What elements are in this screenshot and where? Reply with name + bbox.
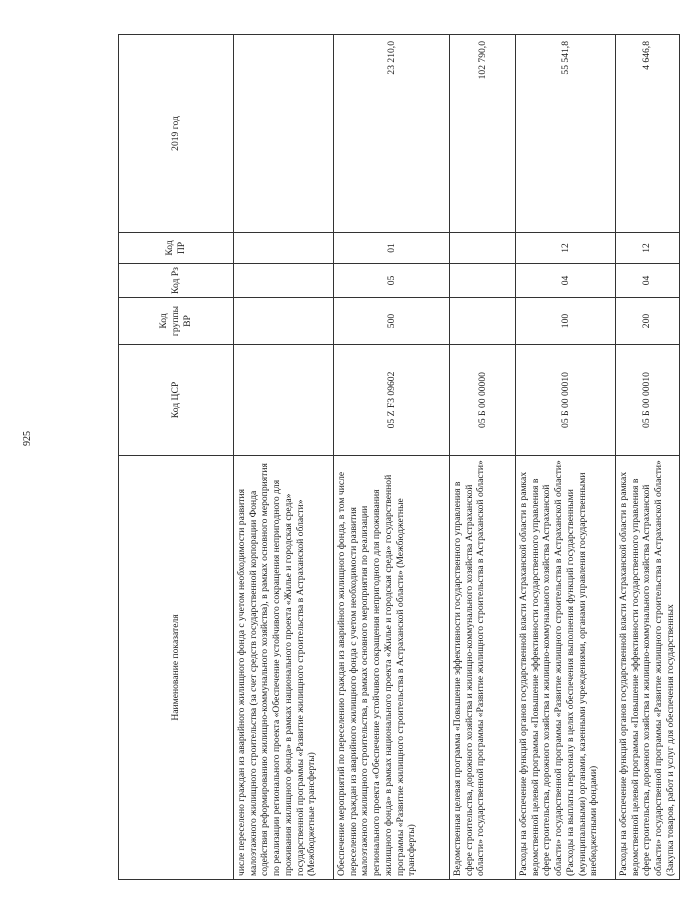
row-csr bbox=[234, 345, 334, 456]
table-row bbox=[334, 35, 450, 880]
budget-table-container bbox=[118, 35, 676, 880]
row-vr bbox=[450, 298, 516, 345]
row-value bbox=[234, 35, 334, 233]
row-pr: 01 bbox=[334, 233, 450, 264]
row-csr: 05 Б 00 00010 bbox=[516, 345, 616, 456]
header-vr: Код группы ВР bbox=[119, 298, 234, 345]
table-row bbox=[616, 35, 680, 880]
table-row bbox=[234, 35, 334, 880]
header-year: 2019 год bbox=[119, 35, 234, 233]
row-vr: 200 bbox=[616, 298, 680, 345]
row-name: Расходы на обеспечение функций органов государственной власти Астраханской области в рамках ведомственной целевой программы «Повышение эффективности государственного управления в сфере строительства, дорожного хозяйства и жилищно-коммунального хозяйства Астраханской области» государственной программы «Развитие жилищного строительства в Астраханской области» (Закупка товаров, работ и услуг для обеспечения государственных bbox=[616, 456, 680, 880]
row-name: Обеспечение мероприятий по переселению граждан из аварийного жилищного фонда, в том числе переселению граждан из аварийного жилищного фонда с учетом необходимости развития малоэтажного жилищного строительства, в рамках основного мероприятия по реализации регионального проекта «Обеспечение устойчивого сокращения непригодного для проживания жилищного фонда» в рамках национального проекта «Жилье и городская среда» государственной программы «Развитие жилищного строительства в Астраханской области» (Межбюджетные трансферты) bbox=[334, 456, 450, 880]
row-rz bbox=[234, 264, 334, 298]
row-csr: 05 Z F3 09602 bbox=[334, 345, 450, 456]
row-rz bbox=[450, 264, 516, 298]
header-rz: Код Рз bbox=[119, 264, 234, 298]
table-header-row bbox=[119, 35, 234, 880]
row-rz: 04 bbox=[616, 264, 680, 298]
row-csr: 05 Б 00 00000 bbox=[450, 345, 516, 456]
header-name: Наименование показателя bbox=[119, 456, 234, 880]
row-vr bbox=[234, 298, 334, 345]
row-csr: 05 Б 00 00010 bbox=[616, 345, 680, 456]
header-csr: Код ЦСР bbox=[119, 345, 234, 456]
row-rz: 04 bbox=[516, 264, 616, 298]
table-row bbox=[450, 35, 516, 880]
row-pr: 12 bbox=[616, 233, 680, 264]
row-pr: 12 bbox=[516, 233, 616, 264]
header-pr: Код ПР bbox=[119, 233, 234, 264]
row-name: числе переселено граждан из аварийного жилищного фонда с учетом необходимости развития малоэтажного жилищного строительства (за счет средств государственной корпорации Фонда содействия реформированию жилищно-коммунального хозяйства), в рамках основного мероприятия по реализации регионального проекта «Обеспечение устойчивого сокращения непригодного для проживания жилищного фонда» в рамках национального проекта «Жилье и городская среда» государственной программы «Развитие жилищного строительства в Астраханской области» (Межбюджетные трансферты) bbox=[234, 456, 334, 880]
row-value: 4 646,8 bbox=[616, 35, 680, 233]
table-row bbox=[516, 35, 616, 880]
row-vr: 100 bbox=[516, 298, 616, 345]
row-value: 102 790,0 bbox=[450, 35, 516, 233]
row-pr bbox=[450, 233, 516, 264]
row-value: 55 541,8 bbox=[516, 35, 616, 233]
row-name: Ведомственная целевая программа «Повышение эффективности государственного управления в сфере строительства, дорожного хозяйства и жилищно-коммунального хозяйства Астраханской области» государственной программы «Развитие жилищного строительства в Астраханской области» bbox=[450, 456, 516, 880]
row-pr bbox=[234, 233, 334, 264]
row-vr: 500 bbox=[334, 298, 450, 345]
row-name: Расходы на обеспечение функций органов государственной власти Астраханской области в рамках ведомственной целевой программы «Повышение эффективности государственного управления в сфере строительства, дорожного хозяйства и жилищно-коммунального хозяйства Астраханской области» государственной программы «Развитие жилищного строительства в Астраханской области» (Расходы на выплаты персоналу в целях обеспечения выполнения функций государственными (муниципальными) органами, казенными учреждениями, органами управления государственными внебюджетными фондами) bbox=[516, 456, 616, 880]
page-number: 925 bbox=[22, 431, 33, 446]
row-value: 23 210,0 bbox=[334, 35, 450, 233]
budget-table bbox=[118, 34, 680, 880]
row-rz: 05 bbox=[334, 264, 450, 298]
